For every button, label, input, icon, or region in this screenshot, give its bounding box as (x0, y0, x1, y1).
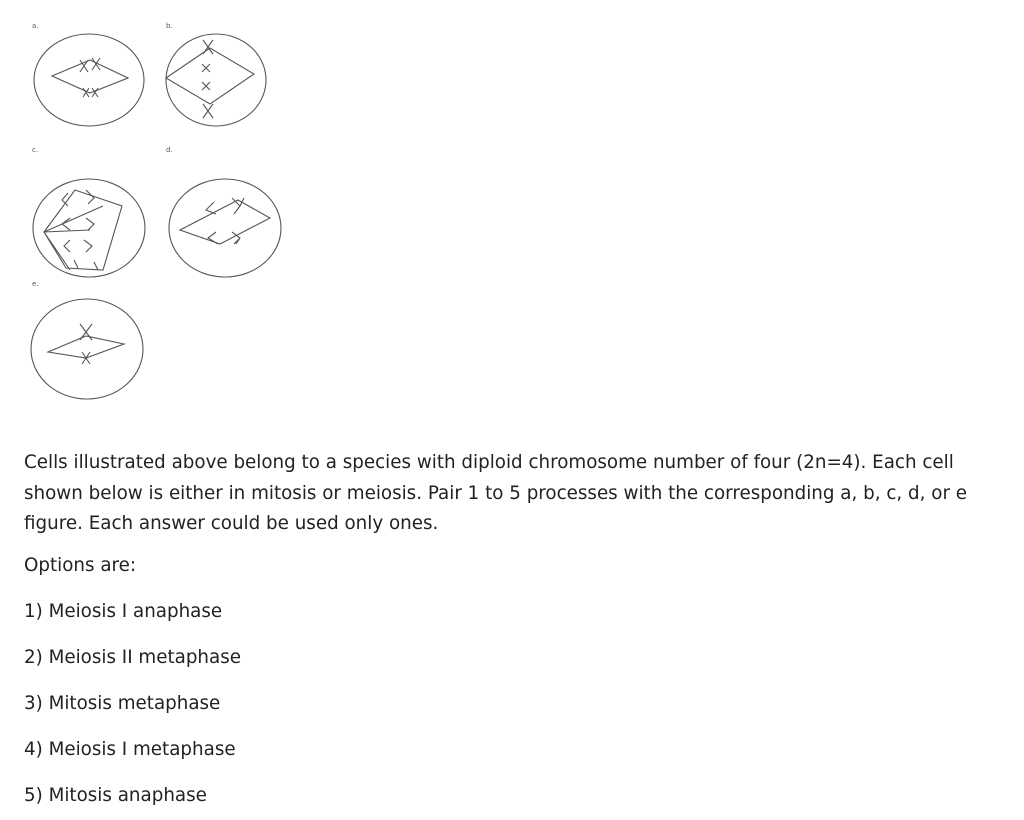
label-d: d. (166, 146, 173, 154)
options-title: Options are: (24, 555, 137, 576)
label-c: c. (32, 146, 39, 154)
question-paragraph: Cells illustrated above belong to a species with diploid chromosome number of four (2n=4). Each cell shown below is either in mitosis or meiosis. Pair 1 to 5 processes with the corresponding a, b, c, d, or e figure. Each answer could be used only ones. (24, 452, 968, 534)
cell-division-figure (0, 0, 300, 410)
label-e: e. (32, 280, 39, 288)
option-3: 3) Mitosis metaphase (24, 693, 221, 714)
cell-a (34, 34, 144, 126)
cell-b (166, 34, 266, 126)
option-1: 1) Meiosis I anaphase (24, 601, 223, 622)
cells-drawing (0, 0, 300, 410)
option-5: 5) Mitosis anaphase (24, 785, 207, 806)
cell-c (33, 179, 145, 277)
label-a: a. (32, 22, 39, 30)
question-text (24, 448, 999, 540)
label-b: b. (166, 22, 173, 30)
cell-d (169, 179, 281, 277)
cell-e (31, 299, 143, 399)
option-4: 4) Meiosis I metaphase (24, 739, 236, 760)
option-2: 2) Meiosis II metaphase (24, 647, 241, 668)
